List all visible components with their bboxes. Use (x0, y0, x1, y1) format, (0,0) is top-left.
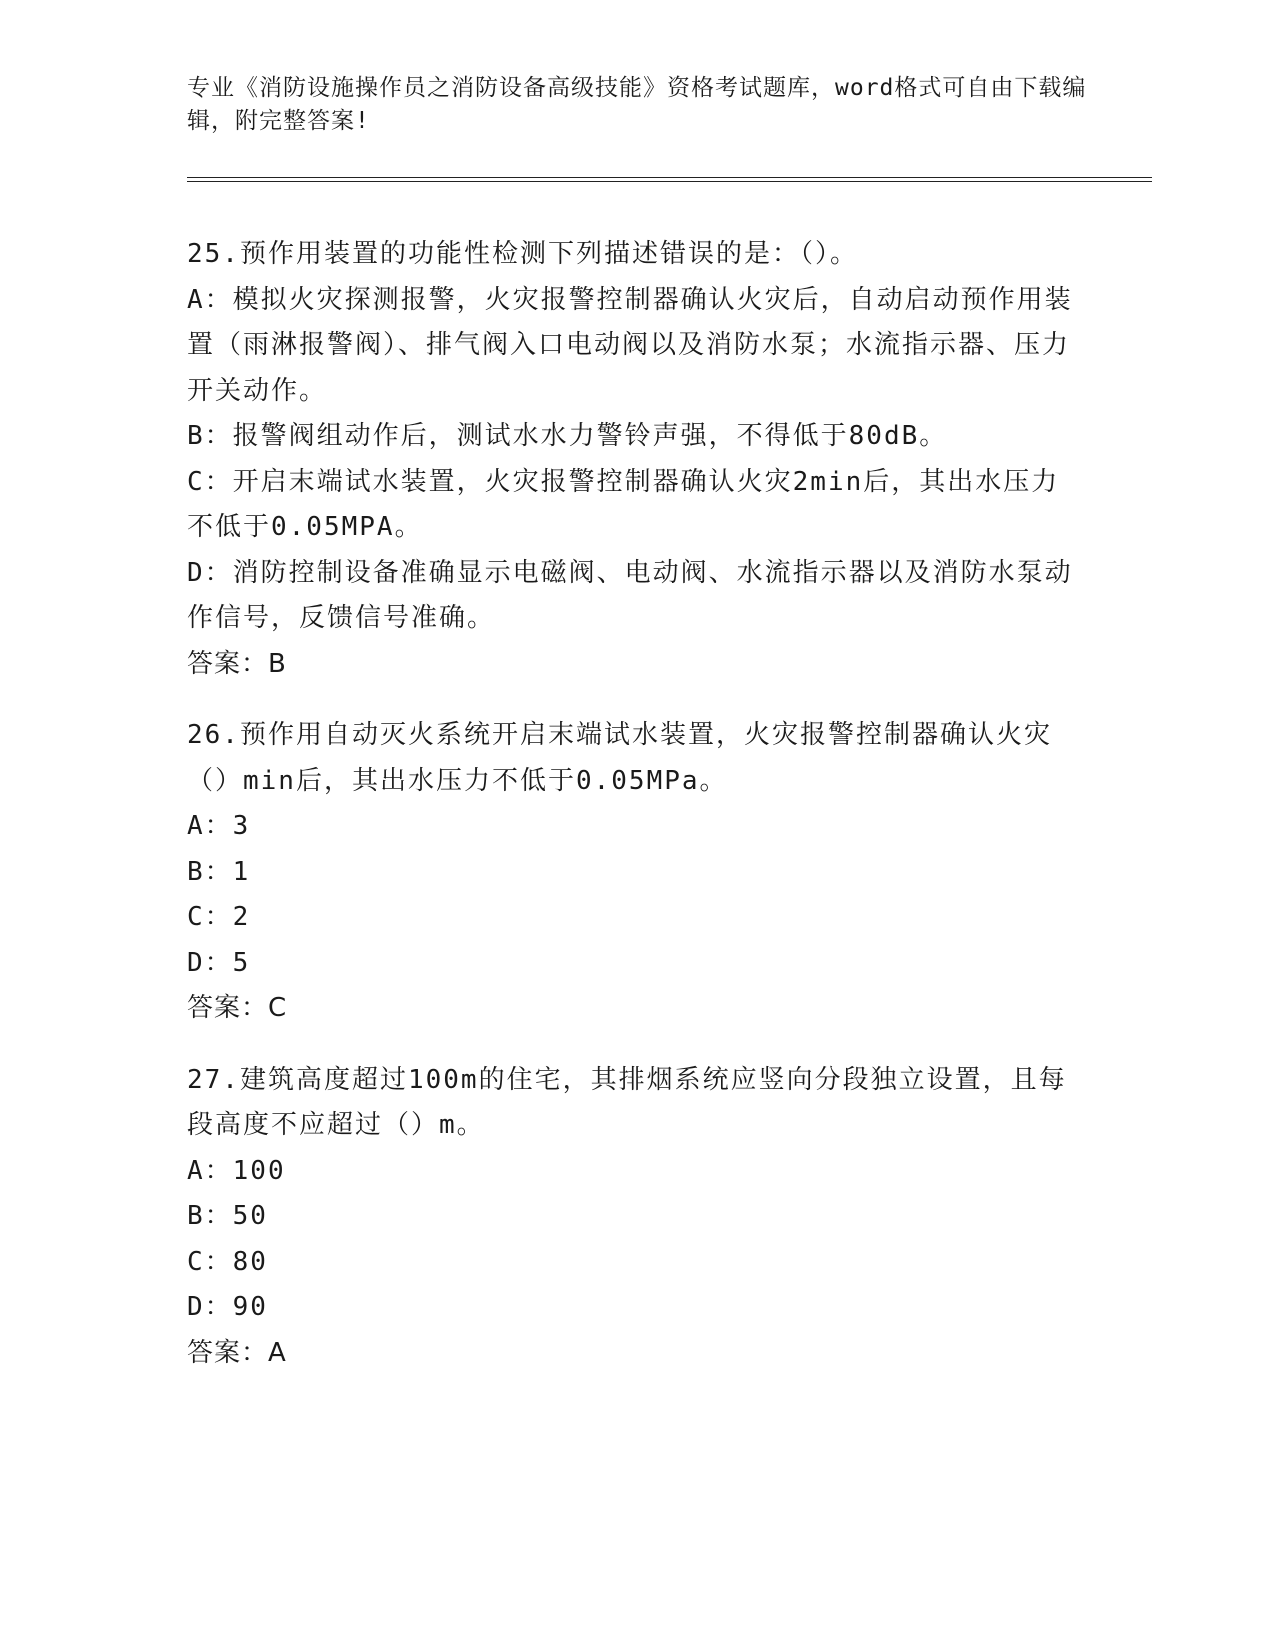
header-divider-top (187, 177, 1152, 178)
question-25 (187, 232, 1087, 687)
option-a: A：100 (187, 1155, 286, 1186)
option-c: C：2 (187, 902, 251, 932)
question-26 (187, 713, 1087, 1032)
option-d: D：90 (187, 1292, 268, 1322)
question-stem: 25.预作用装置的功能性检测下列描述错误的是：（）。 (187, 239, 858, 269)
answer: 答案：A (187, 1337, 287, 1368)
question-stem: 26.预作用自动灭火系统开启末端试水装置，火灾报警控制器确认火灾（）min后，其出水压力不低于0.05MPa。 (187, 720, 1052, 796)
option-b: B：1 (187, 856, 251, 887)
option-c: C：80 (187, 1246, 268, 1277)
question-27 (187, 1058, 1087, 1377)
question-list (187, 232, 1087, 1402)
option-c: C：开启末端试水装置，火灾报警控制器确认火灾2min后，其出水压力不低于0.05MPA。 (187, 466, 1060, 542)
answer: 答案：B (187, 648, 287, 679)
document-header: 专业《消防设施操作员之消防设备高级技能》资格考试题库，word格式可自由下载编辑，附完整答案! (187, 75, 1087, 134)
option-d: D：5 (187, 947, 251, 978)
answer: 答案：C (187, 993, 288, 1023)
option-b: B：报警阀组动作后，测试水水力警铃声强，不得低于80dB。 (187, 421, 948, 451)
option-a: A：模拟火灾探测报警，火灾报警控制器确认火灾后，自动启动预作用装置（雨淋报警阀）、排气阀入口电动阀以及消防水泵；水流指示器、压力开关动作。 (187, 284, 1073, 406)
option-a: A：3 (187, 811, 251, 841)
option-b: B：50 (187, 1201, 268, 1231)
header-divider-bottom (187, 181, 1152, 182)
option-d: D：消防控制设备准确显示电磁阀、电动阀、水流指示器以及消防水泵动作信号，反馈信号准确。 (187, 557, 1073, 633)
question-stem: 27.建筑高度超过100m的住宅，其排烟系统应竖向分段独立设置，且每段高度不应超过（）m。 (187, 1064, 1067, 1140)
